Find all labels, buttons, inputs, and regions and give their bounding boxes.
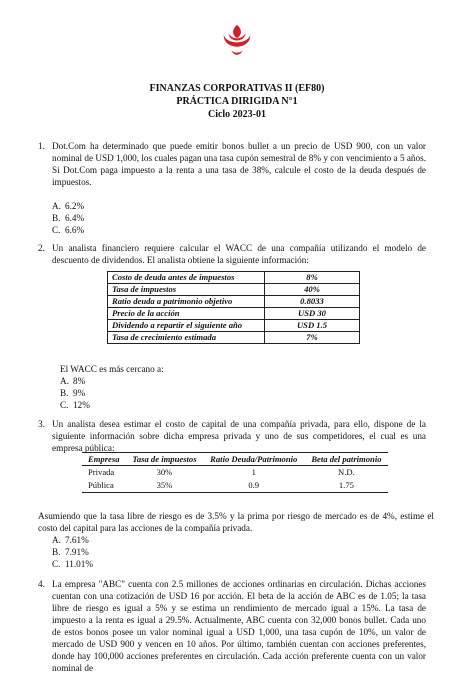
question-number: 1.	[38, 141, 45, 151]
question-2-prompt: El WACC es más cercano a:	[60, 364, 164, 374]
university-logo-icon	[218, 22, 256, 60]
option-item: A. 7.61%	[52, 535, 89, 545]
question-1-options	[52, 200, 84, 236]
table-row: Dividendo a repartir el siguiente año USD 1.5	[108, 320, 360, 332]
table-row: Pública 35% 0.9 1.75	[82, 479, 388, 493]
practice-title: PRÁCTICA DIRIGIDA N°1	[176, 96, 298, 107]
table-row: Privada 30% 1 N.D.	[88, 467, 355, 477]
option-item: C. 11.01%	[52, 559, 93, 569]
table-row: Ratio deuda a patrimonio objetivo 0.8033	[108, 296, 360, 308]
question-4	[38, 578, 426, 674]
company-comparison-table	[82, 452, 388, 493]
question-text: Un analista desea estimar el costo de capital de una compañía privada, para ello, dispone de la siguiente información sobre dicha empresa privada y uno de sus competidores, el cual es una empresa pública:	[52, 419, 426, 453]
option-item: A. 6.2%	[52, 201, 85, 211]
option-item: C. 6.6%	[52, 225, 85, 235]
wacc-data-table	[107, 271, 360, 344]
question-3	[38, 418, 426, 454]
table-row: Tasa de crecimiento estimada 7%	[108, 332, 360, 344]
question-number: 4.	[38, 579, 45, 589]
question-text: Dot.Com ha determinado que puede emitir bonos bullet a un precio de USD 900, con un valor nominal de USD 1,000, los cuales pagan una tasa cupón semestral de 8% y con vencimiento a 5 años. Si Dot.Com paga impuesto a la renta a una tasa de 38%, calcule el costo de la deuda después de impuestos.	[52, 141, 426, 187]
question-1	[38, 140, 426, 188]
question-number: 2.	[38, 243, 45, 253]
table-row: Tasa de impuestos 40%	[108, 284, 360, 296]
question-2-options	[60, 375, 90, 411]
question-text: La empresa "ABC" cuenta con 2.5 millones de acciones ordinarias en circulación. Dichas acciones cuentan con una cotización de USD 16 por acción. El beta de la acción de ABC es de 1.05; la tasa libre de riesgo es igual a 5% y se estima un rendimiento de mercado igual a 15%. La tasa de impuesto a la renta es igual a 29.5%. Actualmente, ABC cuenta con 32,000 bonos bullet. Cada uno de estos bonos posee un valor nominal igual a USD 1,000, una tasa cupón de 10%, un valor de mercado de USD 900 y vencen en 10 años. Por último, también cuentan con acciones preferentes, donde hay 100,000 acciones preferentes en circulación. Cada acción preferente cuenta con un valor nominal de	[52, 579, 426, 673]
option-item: B. 7.91%	[52, 547, 89, 557]
table-row: Costo de deuda antes de impuestos 8%	[108, 272, 360, 284]
question-text: Un analista financiero requiere calcular el WACC de una compañía utilizando el modelo de descuento de dividendos. El analista obtiene la siguiente información:	[52, 243, 426, 265]
table-header-row: Empresa Tasa de impuestos Ratio Deuda/Patrimonio Beta del patrimonio	[82, 453, 388, 466]
table-row: Precio de la acción USD 30	[108, 308, 360, 320]
option-item: A. 8%	[60, 376, 86, 386]
question-number: 3.	[38, 419, 45, 429]
course-title: FINANZAS CORPORATIVAS II (EF80)	[149, 83, 325, 94]
option-item: C. 12%	[60, 400, 90, 410]
option-item: B. 9%	[60, 388, 86, 398]
question-3-followup: Asumiendo que la tasa libre de riesgo es de 3.5% y la prima por riesgo de mercado es de 4%, estime el costo del capital para las acciones de la compañía privada.	[38, 511, 434, 533]
cycle-label: Ciclo 2023-01	[207, 109, 267, 120]
option-item: B. 6.4%	[52, 213, 85, 223]
question-2	[38, 242, 426, 266]
document-header	[0, 82, 474, 121]
question-3-options	[52, 534, 93, 570]
